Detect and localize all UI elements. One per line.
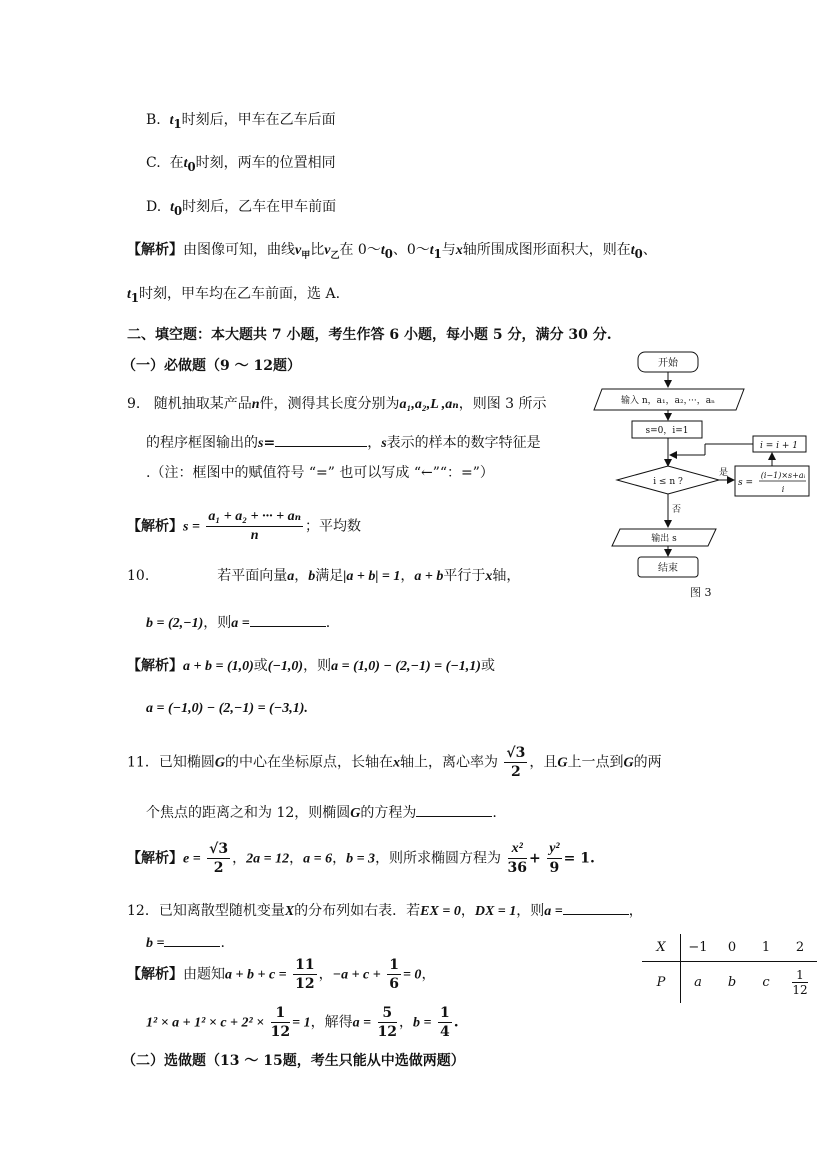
q10-line1: 10. 若平面向量a，b满足|a + b| = 1，a + b平行于x轴， [127,568,521,584]
table-cell: −1 [681,934,716,962]
option-d: D. $t_0$时刻后，乙车在甲车前面 [146,199,337,218]
table-row [642,962,817,1004]
q10-answer-blank[interactable] [250,612,326,627]
table-cell: a [694,975,702,990]
flow-update-i-label: i = i + 1 [759,441,799,451]
q12-analysis-line2: 1² × a + 1² × c + 2² × $\frac{1}{12}$ = 1，解得a = $\frac{5}{12}$ ，b = $\frac{1}{4}$ . [146,1005,459,1040]
q9-line3: .（注：框图中的赋值符号 “=” 也可以写成 “←”“：=”） [146,465,494,481]
flow-no-label: 否 [672,505,682,515]
flow-update-s-den: i [781,485,785,494]
table-row [642,934,817,962]
flow-yes-label: 是 [719,468,729,478]
q10-line2: b = (2,−1)，则a = . [146,612,330,634]
flow-condition-label: i ≤ n ? [653,477,683,487]
q12-line2: b = . [146,932,225,954]
flow-input-label: 输入 n，a₁，a₂，···，aₙ [621,396,715,406]
q9-line1: 9. 随机抽取某产品n件，测得其长度分别为a₁,a₂,L ,aₙ，则图 3 所示 [127,396,547,412]
option-b: B. $t_1$时刻后，甲车在乙车后面 [146,112,336,131]
table-header-p: P [642,962,681,1004]
section-2-header: 二、填空题：本大题共 7 小题，考生作答 6 小题，每小题 5 分，满分 30 分. [127,327,612,343]
flow-update-s-lhs: s = [738,478,754,488]
q9-answer-fraction: $\frac{\text{a₁ + a₂ + ··· + aₙ}}{n}$ [208,509,301,543]
required-subheader: （一）必做题（9 ～ 12题） [122,358,301,374]
q12-a-blank[interactable] [563,900,629,915]
q11-eccentricity-fraction: $\frac{√3}{2}$ [506,745,526,780]
table-cell: 0 [715,934,749,962]
option-c: C. 在$t_0$时刻，两车的位置相同 [146,155,336,174]
q9-line2: 的程序框图输出的s= ，s表示的样本的数字特征是 [146,432,541,454]
flow-update-s-num: (i−1)×s+aᵢ [760,471,806,480]
q12-line1: 12．已知离散型随机变量X的分布列如右表．若EX = 0，DX = 1，则a = ， [127,900,643,922]
distribution-table [642,934,817,1003]
table-header-x: X [642,934,681,962]
table-cell: b [727,975,737,990]
q10-analysis-line1: 【解析】a + b = (1,0)或(−1,0)，则a = (1,0) − (2,−1) = (−1,1)或 [127,658,495,674]
flow-start-label: 开始 [658,358,678,369]
q11-line1: 11．已知椭圆G的中心在坐标原点，长轴在x轴上，离心率为 $\frac{√3}{2}$ ，且G上一点到G的两 [127,745,662,780]
flow-init-label: s=0，i=1 [645,426,689,436]
q11-line2: 个焦点的距离之和为 12，则椭圆G的方程为 . [146,802,497,824]
q11-analysis: 【解析】e = $\frac{√3}{2}$ ，2a = 12，a = 6，b = 3，则所求椭圆方程为 $\frac{\text{x²}}{36}$ + $\frac{\text{y²}}{9}$ = 1. [127,841,595,876]
q10-analysis-line2: a = (−1,0) − (2,−1) = (−3,1). [146,701,308,716]
flow-end-label: 结束 [658,563,678,574]
q11-answer-blank[interactable] [416,802,492,817]
q12-analysis-line1: 【解析】由题知a + b + c = $\frac{11}{12}$ ，−a + c + $\frac{1}{6}$ = 0， [127,957,436,992]
q8-analysis-line1: 【解析】由图像可知，曲线$v_甲$比$v_乙$在 $0\sim t_0$、$0\sim t_1$与x轴所围成图形面积大，则在$t_0$、 [127,242,657,261]
q9-analysis: 【解析】s = $\frac{\text{a₁ + a₂ + ··· + aₙ}}{n}$ ；平均数 [127,509,361,543]
flow-output-label: 输出 s [651,534,677,544]
table-cell: $\frac{1}{12}$ [792,968,808,997]
table-cell: c [762,975,770,990]
flow-caption: 图 3 [690,586,712,599]
q8-analysis-line2: $t_1$时刻，甲车均在乙车前面，选 A. [127,286,341,305]
table-cell: 1 [749,934,783,962]
table-cell: 2 [783,934,817,962]
q12-b-blank[interactable] [164,932,220,947]
optional-subheader: （二）选做题（13 ～ 15题，考生只能从中选做两题） [122,1053,465,1069]
